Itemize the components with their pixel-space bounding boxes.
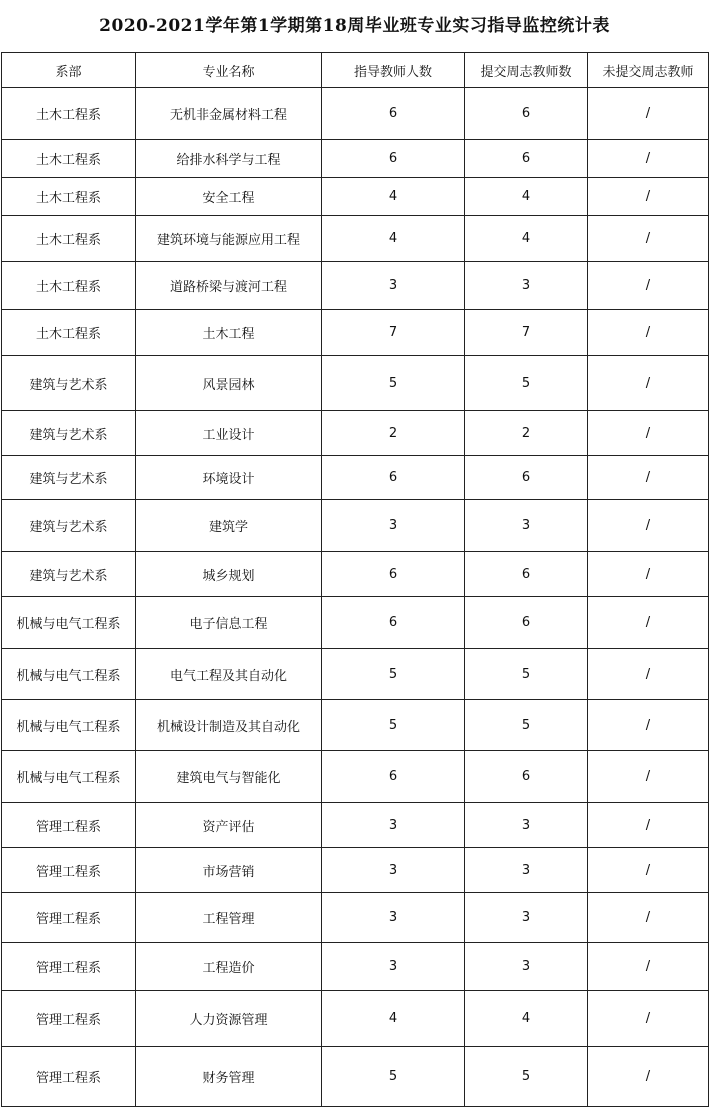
cell-not-submitted: / [588,552,709,597]
cell-major: 财务管理 [136,1047,322,1107]
cell-submitted: 3 [465,500,588,552]
table-row [2,262,709,310]
cell-advisors: 3 [322,500,465,552]
cell-submitted: 3 [465,893,588,943]
cell-dept: 土木工程系 [2,310,136,356]
cell-dept: 管理工程系 [2,943,136,991]
cell-submitted: 6 [465,597,588,649]
cell-not-submitted: / [588,751,709,803]
cell-dept: 土木工程系 [2,88,136,140]
cell-dept: 土木工程系 [2,216,136,262]
table-row [2,500,709,552]
cell-major: 人力资源管理 [136,991,322,1047]
cell-major: 工程造价 [136,943,322,991]
table-row [2,88,709,140]
cell-advisors: 2 [322,411,465,456]
cell-advisors: 3 [322,262,465,310]
table-row [2,700,709,751]
header-submitted: 提交周志教师数 [465,53,588,88]
cell-not-submitted: / [588,216,709,262]
cell-dept: 管理工程系 [2,803,136,848]
cell-major: 机械设计制造及其自动化 [136,700,322,751]
cell-not-submitted: / [588,943,709,991]
cell-not-submitted: / [588,88,709,140]
cell-submitted: 3 [465,943,588,991]
table-row [2,552,709,597]
cell-not-submitted: / [588,411,709,456]
table-row [2,411,709,456]
table-row [2,178,709,216]
cell-advisors: 3 [322,943,465,991]
cell-major: 建筑环境与能源应用工程 [136,216,322,262]
cell-major: 资产评估 [136,803,322,848]
table-row [2,1047,709,1107]
cell-dept: 建筑与艺术系 [2,356,136,411]
cell-not-submitted: / [588,1047,709,1107]
cell-submitted: 3 [465,803,588,848]
cell-not-submitted: / [588,140,709,178]
cell-not-submitted: / [588,500,709,552]
table-row [2,597,709,649]
cell-major: 电子信息工程 [136,597,322,649]
cell-dept: 管理工程系 [2,893,136,943]
header-not-submitted: 未提交周志教师 [588,53,709,88]
cell-advisors: 6 [322,88,465,140]
cell-advisors: 6 [322,597,465,649]
table-row [2,751,709,803]
cell-submitted: 5 [465,1047,588,1107]
cell-dept: 土木工程系 [2,178,136,216]
cell-not-submitted: / [588,597,709,649]
table-body [2,88,709,1107]
cell-dept: 机械与电气工程系 [2,649,136,700]
cell-not-submitted: / [588,310,709,356]
cell-advisors: 4 [322,178,465,216]
cell-advisors: 5 [322,356,465,411]
cell-submitted: 6 [465,456,588,500]
cell-major: 电气工程及其自动化 [136,649,322,700]
cell-dept: 机械与电气工程系 [2,700,136,751]
table-row [2,140,709,178]
cell-submitted: 6 [465,140,588,178]
table-row [2,893,709,943]
cell-submitted: 3 [465,848,588,893]
cell-advisors: 6 [322,140,465,178]
table-row [2,803,709,848]
cell-major: 建筑学 [136,500,322,552]
cell-submitted: 6 [465,552,588,597]
cell-advisors: 4 [322,216,465,262]
cell-submitted: 7 [465,310,588,356]
header-dept: 系部 [2,53,136,88]
cell-advisors: 5 [322,1047,465,1107]
cell-not-submitted: / [588,356,709,411]
cell-advisors: 6 [322,456,465,500]
cell-submitted: 6 [465,88,588,140]
cell-major: 道路桥梁与渡河工程 [136,262,322,310]
cell-advisors: 3 [322,803,465,848]
cell-dept: 机械与电气工程系 [2,597,136,649]
cell-major: 工业设计 [136,411,322,456]
cell-dept: 土木工程系 [2,262,136,310]
cell-submitted: 5 [465,356,588,411]
cell-advisors: 7 [322,310,465,356]
table-row [2,356,709,411]
header-row [2,53,709,88]
statistics-table [1,52,709,1107]
cell-dept: 管理工程系 [2,1047,136,1107]
page-title: 2020-2021学年第1学期第18周毕业班专业实习指导监控统计表 [99,16,610,36]
header-major: 专业名称 [136,53,322,88]
cell-major: 市场营销 [136,848,322,893]
table-row [2,216,709,262]
cell-major: 建筑电气与智能化 [136,751,322,803]
cell-major: 给排水科学与工程 [136,140,322,178]
cell-major: 无机非金属材料工程 [136,88,322,140]
cell-dept: 建筑与艺术系 [2,411,136,456]
cell-advisors: 6 [322,751,465,803]
cell-dept: 土木工程系 [2,140,136,178]
cell-dept: 建筑与艺术系 [2,500,136,552]
cell-not-submitted: / [588,262,709,310]
cell-not-submitted: / [588,893,709,943]
cell-not-submitted: / [588,649,709,700]
cell-not-submitted: / [588,803,709,848]
cell-submitted: 4 [465,991,588,1047]
table-row [2,991,709,1047]
cell-submitted: 5 [465,700,588,751]
cell-major: 城乡规划 [136,552,322,597]
cell-not-submitted: / [588,991,709,1047]
cell-major: 土木工程 [136,310,322,356]
cell-not-submitted: / [588,848,709,893]
cell-not-submitted: / [588,456,709,500]
cell-not-submitted: / [588,178,709,216]
cell-advisors: 3 [322,848,465,893]
cell-submitted: 5 [465,649,588,700]
cell-submitted: 4 [465,178,588,216]
cell-advisors: 5 [322,649,465,700]
cell-dept: 管理工程系 [2,991,136,1047]
table-row [2,848,709,893]
cell-dept: 建筑与艺术系 [2,456,136,500]
cell-advisors: 5 [322,700,465,751]
cell-major: 环境设计 [136,456,322,500]
cell-dept: 管理工程系 [2,848,136,893]
table-row [2,456,709,500]
cell-submitted: 2 [465,411,588,456]
cell-dept: 机械与电气工程系 [2,751,136,803]
table-row [2,310,709,356]
cell-major: 安全工程 [136,178,322,216]
cell-advisors: 6 [322,552,465,597]
table-row [2,943,709,991]
cell-submitted: 6 [465,751,588,803]
cell-advisors: 4 [322,991,465,1047]
cell-dept: 建筑与艺术系 [2,552,136,597]
cell-submitted: 4 [465,216,588,262]
cell-submitted: 3 [465,262,588,310]
cell-advisors: 3 [322,893,465,943]
cell-major: 工程管理 [136,893,322,943]
table-row [2,649,709,700]
cell-not-submitted: / [588,700,709,751]
cell-major: 风景园林 [136,356,322,411]
header-advisors: 指导教师人数 [322,53,465,88]
